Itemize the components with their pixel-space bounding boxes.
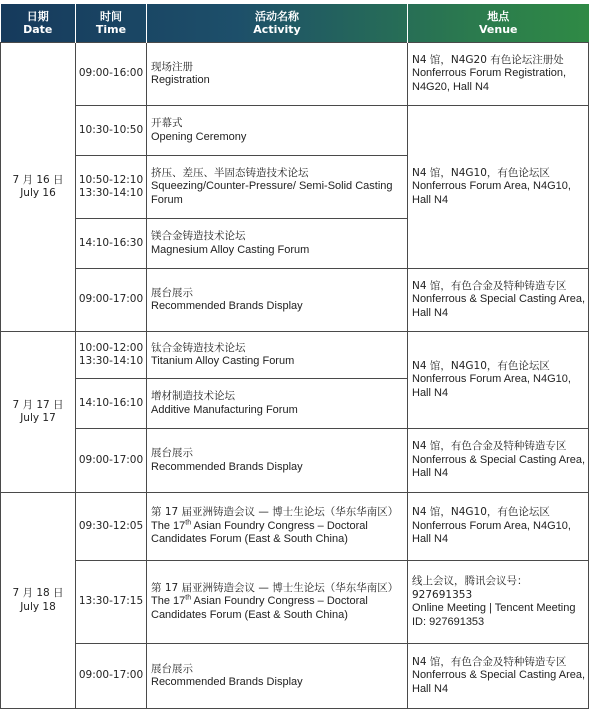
activity-cn: 第 17 届亚洲铸造会议 — 博士生论坛（华东华南区） (151, 506, 399, 519)
activity-cell (147, 43, 408, 106)
activity-en: Titanium Alloy Casting Forum (151, 355, 295, 367)
venue-cell (408, 269, 589, 332)
activity-cell (147, 644, 408, 709)
activity-cell (147, 156, 408, 219)
header-time-en: Time (95, 23, 127, 36)
header-venue (408, 4, 589, 43)
activity-cn: 展台展示 (151, 662, 193, 675)
venue-en: Nonferrous & Special Casting Area, Hall N4 (412, 453, 586, 480)
activity-en: Additive Manufacturing Forum (151, 403, 298, 416)
time-cell (76, 156, 147, 219)
activity-en: Recommended Brands Display (151, 300, 303, 312)
activity-en: Recommended Brands Display (151, 676, 303, 688)
activity-en (151, 520, 405, 547)
header-activity (147, 4, 408, 43)
activity-cn: 镁合金铸造技术论坛 (151, 230, 246, 242)
table-row (1, 43, 589, 106)
venue-cell (408, 106, 589, 269)
day-cell (1, 493, 76, 709)
venue-cell (408, 561, 589, 644)
venue-cn: N4 馆，N4G10，有色论坛区 (412, 166, 550, 179)
time-value: 14:10-16:30 (78, 236, 144, 249)
venue-cn: N4 馆，有色合金及特种铸造专区 (412, 655, 567, 668)
activity-en: Squeezing/Counter-Pressure/ Semi-Solid Casting Forum (151, 180, 393, 206)
header-activity-en: Activity (253, 23, 301, 36)
venue-cn: N4 馆，有色合金及特种铸造专区 (412, 279, 567, 292)
venue-cell (408, 332, 589, 429)
header-time-cn: 时间 (100, 10, 122, 23)
ordinal-suffix: th (185, 594, 192, 602)
activity-cell (147, 379, 408, 429)
time-cell (76, 561, 147, 644)
ordinal-suffix: th (185, 519, 192, 527)
venue-cn: N4 馆，N4G10，有色论坛区 (412, 359, 550, 372)
activity-cn: 增材制造技术论坛 (151, 390, 235, 402)
time-value: 10:30-10:50 (78, 123, 144, 136)
venue-en: Nonferrous & Special Casting Area, Hall N4 (412, 669, 586, 695)
venue-en: Nonferrous Forum Area, N4G10, Hall N4 (412, 519, 571, 546)
activity-cn: 展台展示 (151, 447, 193, 459)
time-value: 13:30-14:10 (78, 187, 144, 199)
activity-cell (147, 332, 408, 379)
activity-cell (147, 493, 408, 561)
venue-cn: 线上会议，腾讯会议号：927691353 (412, 575, 528, 601)
time-cell (76, 644, 147, 709)
time-cell (76, 43, 147, 106)
activity-cell (147, 106, 408, 156)
table-row (1, 493, 589, 561)
header-venue-en: Venue (479, 23, 518, 36)
time-cell (76, 219, 147, 269)
activity-cn: 开幕式 (151, 117, 183, 129)
day-cell (1, 332, 76, 493)
activity-cn: 现场注册 (151, 60, 193, 73)
header-date-cn: 日期 (26, 10, 49, 23)
time-cell (76, 379, 147, 429)
activity-en: Recommended Brands Display (151, 460, 303, 473)
venue-cell (408, 493, 589, 561)
activity-cn: 挤压、差压、半固态铸造技术论坛 (151, 166, 309, 179)
time-value: 13:30-17:15 (78, 595, 144, 608)
activity-cn: 第 17 届亚洲铸造会议 — 博士生论坛（华东华南区） (151, 581, 399, 594)
header-time (76, 4, 147, 43)
venue-en: Nonferrous Forum Area, N4G10, Hall N4 (412, 373, 571, 399)
activity-cell (147, 219, 408, 269)
header-date (1, 4, 76, 43)
venue-cn: N4 馆，N4G10，有色论坛区 (412, 506, 550, 519)
day-en: July 18 (20, 600, 56, 613)
time-cell (76, 269, 147, 332)
time-cell (76, 493, 147, 561)
table-row (1, 106, 589, 156)
venue-en: Online Meeting | Tencent Meeting ID: 927691353 (412, 602, 576, 628)
activity-en-part: The 17 (151, 519, 186, 532)
venue-en: Nonferrous & Special Casting Area, Hall N4 (412, 293, 586, 319)
header-date-en: Date (23, 23, 53, 36)
time-value: 09:00-16:00 (78, 67, 144, 80)
table-row (1, 644, 589, 709)
venue-cell (408, 644, 589, 709)
time-value: 09:00-17:00 (78, 669, 144, 682)
activity-en-part: The 17 (151, 595, 186, 608)
time-value: 09:00-17:00 (78, 453, 144, 466)
time-value: 09:30-12:05 (78, 519, 144, 532)
activity-en-part: Asian Foundry Congress – Doctoral Candidates Forum (East & South China) (151, 595, 368, 621)
table-body (1, 43, 589, 709)
schedule-table (0, 4, 589, 709)
activity-cell (147, 561, 408, 644)
time-cell (76, 106, 147, 156)
time-value: 14:10-16:10 (78, 396, 144, 409)
time-value: 10:00-12:00 (78, 341, 144, 354)
table-row (1, 269, 589, 332)
time-value: 10:50-12:10 (78, 173, 144, 186)
day-cn: 7 月 18 日 (12, 587, 64, 599)
activity-en-part: Asian Foundry Congress – Doctoral Candidates Forum (East & South China) (151, 519, 368, 546)
time-value: 13:30-14:10 (78, 355, 144, 367)
venue-cell (408, 429, 589, 493)
day-en: July 16 (20, 187, 56, 199)
venue-cn: N4 馆，有色合金及特种铸造专区 (412, 440, 567, 453)
header-venue-cn: 地点 (487, 10, 510, 23)
day-en: July 17 (20, 412, 56, 424)
activity-en: Registration (151, 74, 210, 86)
table-row (1, 429, 589, 493)
time-cell (76, 332, 147, 379)
activity-en: Opening Ceremony (151, 130, 247, 143)
activity-en (151, 595, 405, 622)
header-activity-cn: 活动名称 (255, 10, 299, 23)
activity-en: Magnesium Alloy Casting Forum (151, 243, 310, 256)
day-cell (1, 43, 76, 332)
table-header (1, 4, 589, 43)
activity-cn: 展台展示 (151, 286, 193, 299)
day-cn: 7 月 17 日 (12, 398, 64, 411)
activity-cell (147, 429, 408, 493)
activity-cn: 钛合金铸造技术论坛 (151, 341, 246, 354)
time-cell (76, 429, 147, 493)
table-row (1, 332, 589, 379)
venue-en: Nonferrous Forum Area, N4G10, Hall N4 (412, 180, 571, 206)
venue-en: Nonferrous Forum Registration, N4G20, Hall N4 (412, 67, 567, 93)
table-row (1, 561, 589, 644)
venue-cn: N4 馆，N4G20 有色论坛注册处 (412, 53, 564, 66)
time-value: 09:00-17:00 (78, 293, 144, 306)
day-cn: 7 月 16 日 (12, 173, 64, 186)
venue-cell (408, 43, 589, 106)
activity-cell (147, 269, 408, 332)
